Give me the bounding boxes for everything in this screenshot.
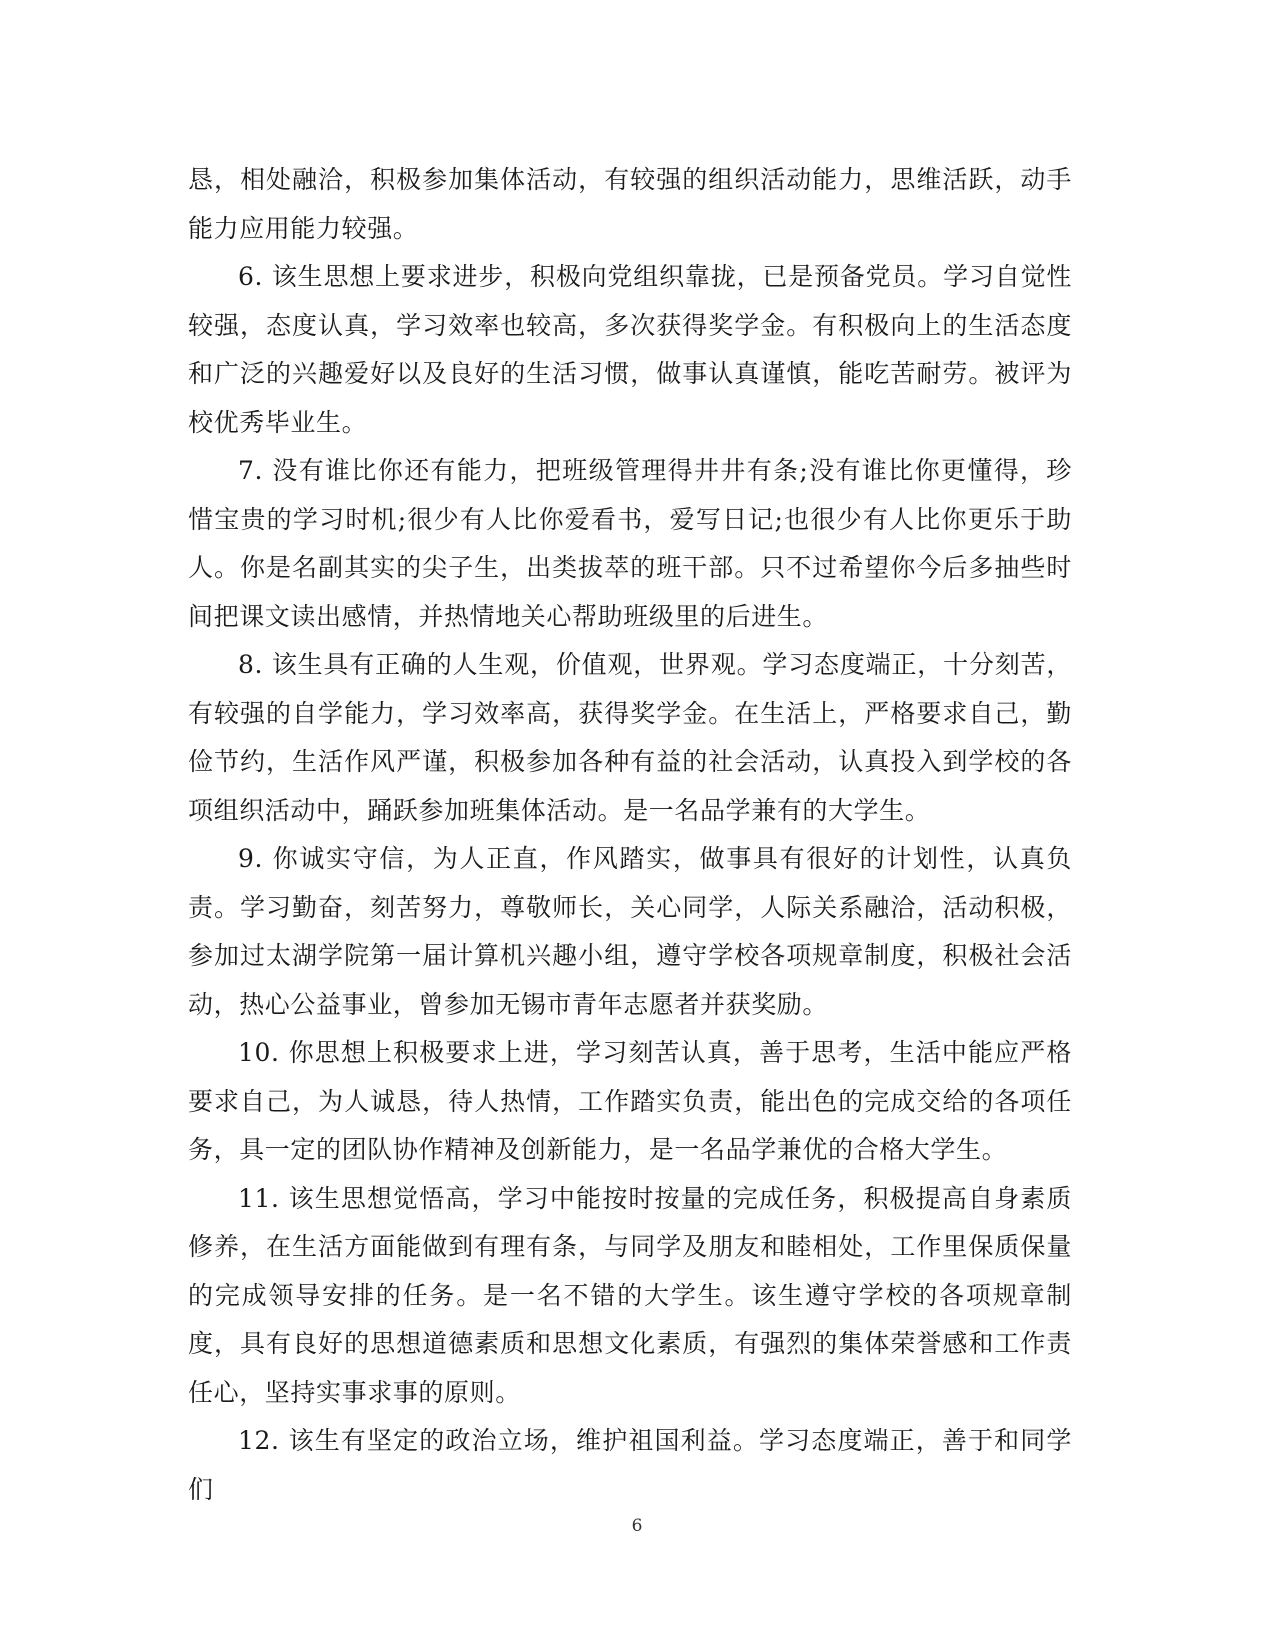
- paragraph-item-8: 8. 该生具有正确的人生观，价值观，世界观。学习态度端正，十分刻苦，有较强的自学能力，学习效率高，获得奖学金。在生活上，严格要求自己，勤俭节约，生活作风严谨，积极参加各种有益的社会活动，认真投入到学校的各项组织活动中，踊跃参加班集体活动。是一名品学兼有的大学生。: [188, 650, 1072, 825]
- paragraph-item-10: 10. 你思想上积极要求上进，学习刻苦认真，善于思考，生活中能应严格要求自己，为人诚恳，待人热情，工作踏实负责，能出色的完成交给的各项任务，具一定的团队协作精神及创新能力，是一名品学兼优的合格大学生。: [188, 1038, 1072, 1164]
- paragraph-item-6: 6. 该生思想上要求进步，积极向党组织靠拢，已是预备党员。学习自觉性较强，态度认真，学习效率也较高，多次获得奖学金。有积极向上的生活态度和广泛的兴趣爱好以及良好的生活习惯，做事认真谨慎，能吃苦耐劳。被评为校优秀毕业生。: [188, 262, 1072, 437]
- paragraph-item-12: 12. 该生有坚定的政治立场，维护祖国利益。学习态度端正，善于和同学们: [188, 1426, 1072, 1504]
- paragraph-item-11: 11. 该生思想觉悟高，学习中能按时按量的完成任务，积极提高自身素质修养，在生活方面能做到有理有条，与同学及朋友和睦相处，工作里保质保量的完成领导安排的任务。是一名不错的大学生。该生遵守学校的各项规章制度，具有良好的思想道德素质和思想文化素质，有强烈的集体荣誉感和工作责任心，坚持实事求事的原则。: [188, 1183, 1072, 1407]
- paragraph-continuation: 恳，相处融洽，积极参加集体活动，有较强的组织活动能力，思维活跃，动手能力应用能力较强。: [188, 165, 1072, 243]
- paragraph-item-9: 9. 你诚实守信，为人正直，作风踏实，做事具有很好的计划性，认真负责。学习勤奋，刻苦努力，尊敬师长，关心同学，人际关系融洽，活动积极，参加过太湖学院第一届计算机兴趣小组，遵守学校各项规章制度，积极社会活动，热心公益事业，曾参加无锡市青年志愿者并获奖励。: [188, 844, 1072, 1019]
- page-number: 6: [631, 1516, 643, 1536]
- document-body: [188, 156, 1072, 1514]
- paragraph-item-7: 7. 没有谁比你还有能力，把班级管理得井井有条;没有谁比你更懂得，珍惜宝贵的学习时机;很少有人比你爱看书，爱写日记;也很少有人比你更乐于助人。你是名副其实的尖子生，出类拔萃的班干部。只不过希望你今后多抽些时间把课文读出感情，并热情地关心帮助班级里的后进生。: [188, 456, 1072, 631]
